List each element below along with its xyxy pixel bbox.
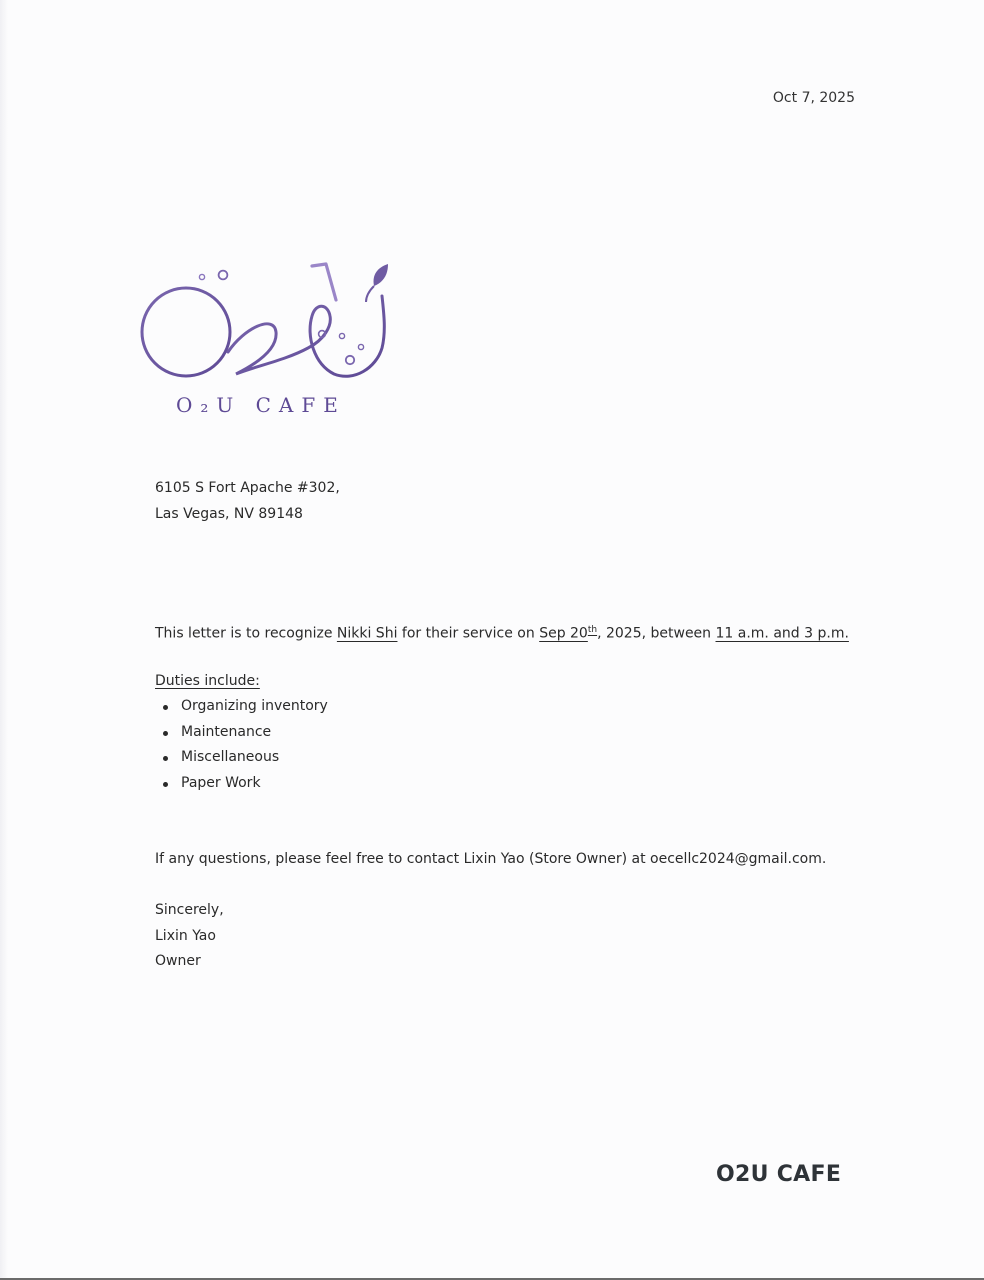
service-date: Sep 20: [539, 625, 588, 642]
address-line-1: 6105 S Fort Apache #302,: [155, 480, 340, 496]
address-line-2: Las Vegas, NV 89148: [155, 505, 303, 522]
list-item: Maintenance: [155, 720, 328, 746]
list-item: Organizing inventory: [155, 694, 328, 720]
letter-closing: [155, 898, 224, 975]
duties-list: [155, 694, 328, 796]
recognition-paragraph: [155, 618, 875, 647]
recipient-name: Nikki Shi: [336, 625, 398, 642]
o2u-cafe-logo: [136, 256, 396, 426]
logo-bubble-inner-2: [339, 333, 344, 338]
footer-brand: O2U CAFE: [716, 1162, 842, 1187]
contact-paragraph: If any questions, please feel free to contact Lixin Yao (Store Owner) at oecellc2024@gmail.com.: [155, 851, 827, 867]
logo-letter-o: [142, 288, 230, 376]
service-date-suffix: th: [587, 625, 598, 635]
page-edge-shadow: [0, 0, 8, 1278]
logo-bubble-small: [199, 274, 204, 279]
logo-wordmark: O₂U CAFE: [176, 393, 346, 417]
logo-leaf: [374, 264, 388, 286]
logo-bubble-inner-4: [346, 356, 354, 364]
logo-letter-2-loop: [228, 296, 384, 376]
logo-bubble-medium: [219, 271, 228, 280]
duties-heading: Duties include:: [155, 673, 260, 689]
signer-name: Lixin Yao: [155, 927, 216, 944]
closing-salutation: Sincerely,: [155, 902, 224, 918]
service-time-range: 11 a.m. and 3 p.m.: [715, 625, 849, 642]
intro-prefix: This letter is to recognize: [155, 625, 337, 642]
logo-bubble-inner-3: [358, 344, 363, 349]
logo-straw: [312, 264, 336, 300]
list-item: Miscellaneous: [155, 745, 328, 771]
intro-after-date: , 2025, between: [597, 625, 716, 642]
list-item: Paper Work: [155, 771, 328, 797]
letter-date: Oct 7, 2025: [772, 90, 855, 106]
sender-address: [155, 476, 340, 527]
signer-title: Owner: [155, 953, 201, 969]
logo-leaf-stem: [366, 286, 374, 302]
intro-middle: for their service on: [397, 625, 540, 642]
